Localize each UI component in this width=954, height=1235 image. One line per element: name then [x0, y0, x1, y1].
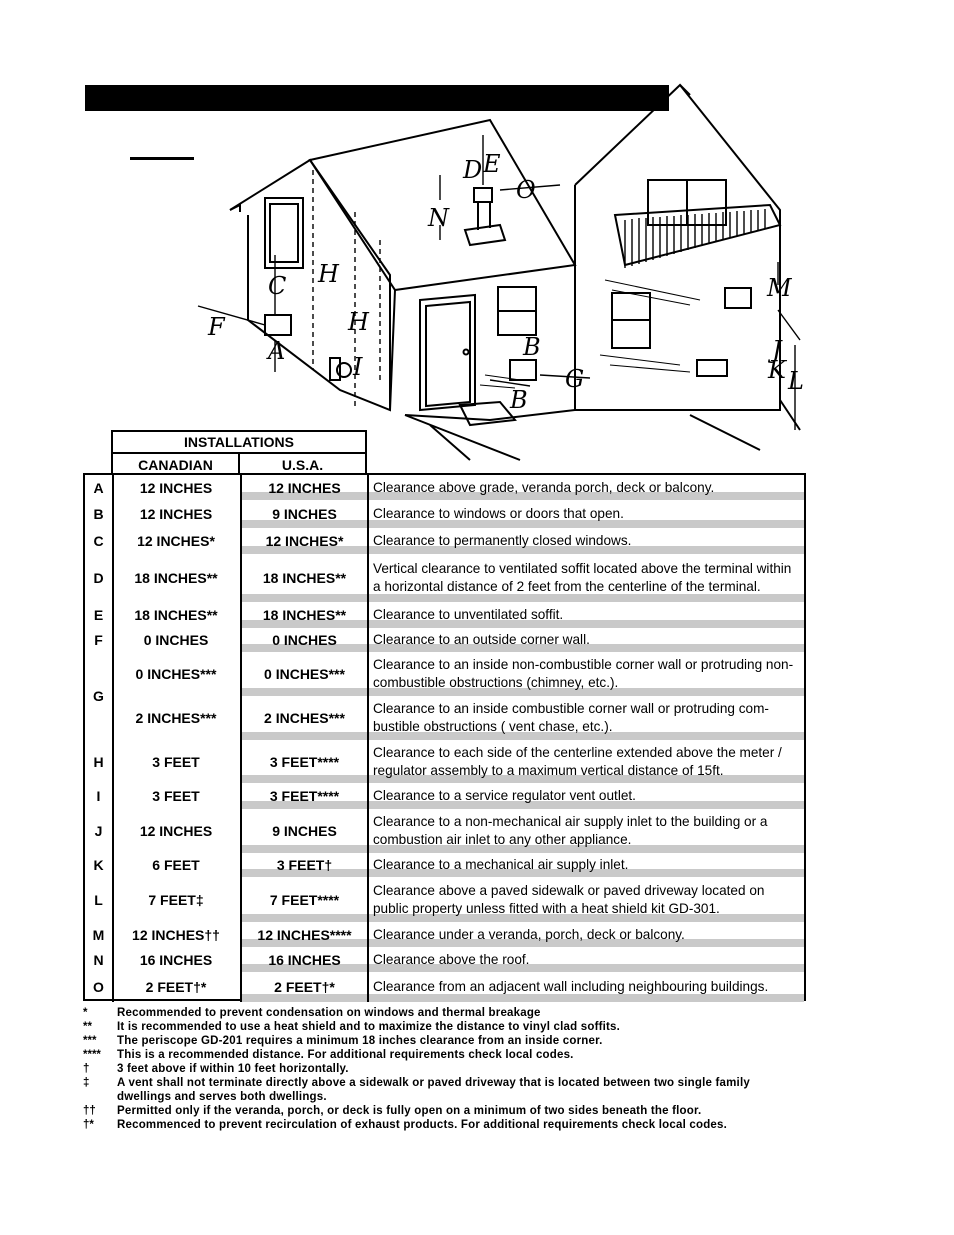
description: Clearance to a mechanical air supply inlet.	[373, 857, 629, 872]
table-row	[85, 554, 804, 602]
footnotes	[83, 1006, 806, 1132]
description: Clearance above a paved sidewalk or paved driveway located on public property unless fitted with a heat shield kit GD-301.	[373, 882, 765, 916]
usa-value: 16 INCHES	[242, 947, 369, 972]
table-row	[85, 783, 804, 809]
description: Clearance to windows or doors that open.	[373, 506, 624, 521]
usa-value: 12 INCHES****	[242, 922, 369, 947]
canadian-value: 0 INCHES	[112, 628, 242, 652]
label-o: O	[516, 176, 536, 204]
description: Clearance to an outside corner wall.	[373, 632, 590, 647]
footnote-text: This is a recommended distance. For additional requirements check local codes.	[117, 1049, 574, 1061]
footnote	[83, 1006, 806, 1020]
usa-value: 2 FEET†*	[242, 972, 369, 1002]
footnote-symbol: **	[83, 1021, 92, 1033]
usa-value: 0 INCHES	[242, 628, 369, 652]
footnote-symbol: ‡	[83, 1077, 90, 1089]
footnote-text: Permitted only if the veranda, porch, or deck is fully open on a minimum of two sides beneath the floor.	[117, 1105, 702, 1117]
footnote-symbol: *	[83, 1007, 88, 1019]
description: Clearance above the roof.	[373, 951, 530, 967]
label-m: M	[767, 274, 792, 302]
description: Clearance to permanently closed windows.	[373, 533, 632, 548]
usa-value: 9 INCHES	[242, 809, 369, 853]
usa-value: 9 INCHES	[242, 500, 369, 528]
table-row	[85, 922, 804, 947]
footnote-symbol: †	[83, 1063, 90, 1075]
footnote-symbol: †*	[83, 1119, 94, 1131]
canadian-value: 7 FEET‡	[112, 877, 242, 922]
row-letter: M	[85, 922, 114, 947]
label-a: A	[268, 337, 286, 365]
usa-value: 3 FEET****	[242, 740, 369, 783]
usa-value: 18 INCHES**	[242, 554, 369, 602]
label-k: K	[768, 356, 786, 384]
row-letter: O	[85, 972, 114, 1002]
usa-value: 3 FEET****	[242, 783, 369, 809]
house-clearance-diagram	[0, 0, 954, 470]
table-row	[85, 853, 804, 877]
usa-value: 12 INCHES	[242, 475, 369, 500]
description: Clearance to a non-mechanical air supply inlet to the building or a combustion air inlet to any other appliance.	[373, 814, 768, 847]
usa-value: 2 INCHES***	[242, 696, 369, 740]
description: Clearance above grade, veranda porch, deck or balcony.	[373, 479, 715, 495]
label-n: N	[428, 204, 449, 232]
footnote-text: It is recommended to use a heat shield and to maximize the distance to vinyl clad soffits.	[117, 1021, 621, 1033]
table-row	[85, 528, 804, 554]
footnote-text: 3 feet above if within 10 feet horizontally.	[117, 1063, 349, 1075]
row-letter: A	[85, 475, 114, 500]
canadian-value: 3 FEET	[112, 783, 242, 809]
row-letter: L	[85, 877, 114, 922]
description: Vertical clearance to ventilated soffit located above the terminal within a horizontal distance of 2 feet from the centerline of the terminal.	[373, 561, 792, 594]
table-row	[85, 877, 804, 922]
canadian-value: 18 INCHES**	[112, 602, 242, 628]
table-row	[85, 500, 804, 528]
description: Clearance from an adjacent wall including neighbouring buildings.	[373, 979, 769, 994]
table-row	[85, 475, 804, 500]
label-i: I	[353, 353, 363, 381]
canadian-value: 12 INCHES	[112, 500, 242, 528]
label-b-lower: B	[510, 386, 528, 414]
canadian-value: 6 FEET	[112, 853, 242, 877]
description: Clearance to unventilated soffit.	[373, 607, 564, 622]
table-row	[85, 696, 804, 740]
row-letter: C	[85, 528, 114, 554]
row-letter: I	[85, 783, 114, 809]
footnote-text: The periscope GD-201 requires a minimum 18 inches clearance from an inside corner.	[117, 1035, 603, 1047]
row-letter: G	[85, 652, 114, 740]
usa-value: 3 FEET†	[242, 853, 369, 877]
description: Clearance to an inside combustible corner wall or protruding com-bustible obstructions ( vent chase, etc.).	[373, 701, 769, 734]
row-letter: F	[85, 628, 114, 652]
canadian-value: 0 INCHES***	[112, 652, 242, 696]
footnote	[83, 1034, 806, 1048]
canadian-value: 12 INCHES*	[112, 528, 242, 554]
canadian-value: 12 INCHES	[112, 809, 242, 853]
canadian-value: 2 INCHES***	[112, 696, 242, 740]
label-g: G	[565, 365, 585, 393]
row-letter: K	[85, 853, 114, 877]
column-canadian: CANADIAN	[113, 454, 240, 474]
description: Clearance to an inside non-combustible corner wall or protruding non-combustible obstructions (chimney, etc.).	[373, 657, 794, 690]
footnote-text: Recommended to prevent condensation on windows and thermal breakage	[117, 1007, 541, 1019]
row-letter: D	[85, 554, 114, 602]
label-d: D	[463, 156, 483, 184]
label-h-lower: H	[348, 308, 369, 336]
footnote	[83, 1020, 806, 1034]
table-row	[85, 740, 804, 783]
label-f: F	[208, 313, 225, 341]
footnote	[83, 1104, 806, 1118]
label-c: C	[268, 272, 287, 300]
footnote	[83, 1048, 806, 1062]
usa-value: 0 INCHES***	[242, 652, 369, 696]
usa-value: 18 INCHES**	[242, 602, 369, 628]
table-row	[85, 602, 804, 628]
table-row	[85, 947, 804, 972]
description: Clearance to a service regulator vent outlet.	[373, 788, 636, 803]
row-letter: J	[85, 809, 114, 853]
footnote-symbol: ††	[83, 1105, 96, 1117]
usa-value: 12 INCHES*	[242, 528, 369, 554]
label-l: L	[788, 367, 804, 395]
column-usa: U.S.A.	[281, 457, 324, 473]
label-b-upper: B	[523, 333, 541, 361]
label-h-upper: H	[318, 260, 339, 288]
footnote-symbol: ***	[83, 1035, 97, 1047]
table-row	[85, 809, 804, 853]
table-row	[85, 972, 804, 1002]
canadian-value: 12 INCHES	[112, 475, 242, 500]
footnote-text: Recommenced to prevent recirculation of exhaust products. For additional requirements check local codes.	[117, 1119, 728, 1131]
row-letter: E	[85, 602, 114, 628]
table-row	[85, 652, 804, 704]
footnote	[83, 1076, 806, 1104]
footnote-symbol: ****	[83, 1049, 101, 1061]
description: Clearance to each side of the centerline extended above the meter / regulator assembly to a maximum vertical distance of 15ft.	[373, 744, 782, 778]
footnote	[83, 1118, 806, 1132]
table-row	[85, 628, 804, 652]
canadian-value: 3 FEET	[112, 740, 242, 783]
clearance-table	[83, 473, 806, 1001]
canadian-value: 12 INCHES††	[112, 922, 242, 947]
label-e: E	[483, 150, 501, 178]
row-letter: H	[85, 740, 114, 783]
label-j: J	[772, 336, 782, 364]
installations-header: INSTALLATIONS	[111, 430, 367, 452]
footnote	[83, 1062, 806, 1076]
footnote-text: A vent shall not terminate directly above a sidewalk or paved driveway that is located between two single family dwellings and serves both dwellings.	[117, 1077, 750, 1103]
installations-columns	[111, 452, 367, 474]
usa-value: 7 FEET****	[242, 877, 369, 922]
row-letter: N	[85, 947, 114, 972]
canadian-value: 2 FEET†*	[112, 972, 242, 1002]
canadian-value: 16 INCHES	[112, 947, 242, 972]
description: Clearance under a veranda, porch, deck or balcony.	[373, 926, 685, 942]
canadian-value: 18 INCHES**	[112, 554, 242, 602]
row-letter: B	[85, 500, 114, 528]
